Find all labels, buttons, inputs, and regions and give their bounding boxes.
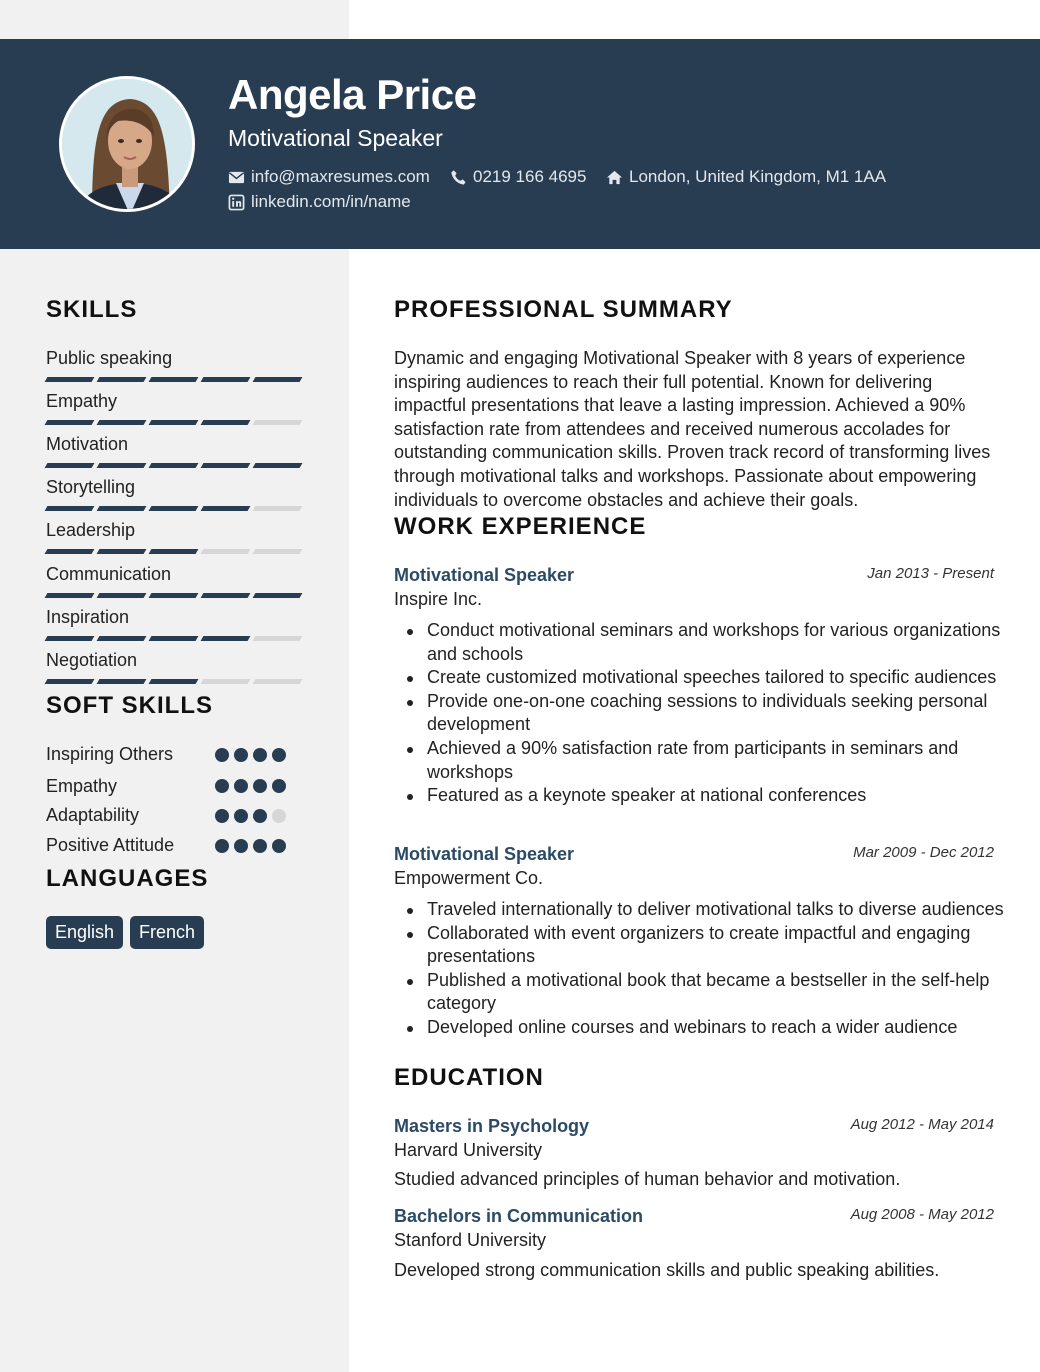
rating-dot <box>253 748 267 762</box>
rating-segment <box>97 549 147 554</box>
soft-skill-label: Inspiring Others <box>46 744 174 764</box>
list-item: Conduct motivational seminars and workshops for various organizations and schools <box>427 619 1007 666</box>
skill-label: Motivation <box>46 434 129 454</box>
soft-skill-rating <box>215 839 286 853</box>
skills-heading: SKILLS <box>46 296 138 323</box>
rating-dot <box>215 839 229 853</box>
rating-dot <box>215 809 229 823</box>
home-icon <box>606 169 623 186</box>
rating-segment <box>253 506 303 511</box>
skill-label: Communication <box>46 564 172 584</box>
rating-dot <box>234 779 248 793</box>
rating-segment <box>149 506 199 511</box>
rating-segment <box>149 679 199 684</box>
skill-label: Storytelling <box>46 477 136 497</box>
soft-skills-heading: SOFT SKILLS <box>46 692 213 719</box>
job-bullet-list <box>427 898 1007 1040</box>
rating-segment <box>97 679 147 684</box>
skill-rating <box>46 420 301 425</box>
soft-skill-label: Adaptability <box>46 805 140 825</box>
summary-text: Dynamic and engaging Motivational Speaker with 8 years of experience inspiring audiences to reach their full potential. Known for delivering impactful presentations that leave a lasting impression. Achieved a 90% satisfaction rate from attendees and received numerous accolades for outstanding communication skills. Proven track record of transforming lives through motivational talks and workshops. Passionate about empowering individuals to overcome obstacles and achieve their goals. <box>394 348 991 510</box>
language-list <box>46 916 204 949</box>
rating-segment <box>201 377 251 382</box>
envelope-icon <box>228 169 245 186</box>
email-contact[interactable] <box>228 167 430 187</box>
phone-icon <box>450 169 467 186</box>
rating-segment <box>253 593 303 598</box>
degree-title: Bachelors in Communication <box>394 1206 644 1226</box>
skill-rating <box>46 463 301 468</box>
rating-segment <box>253 636 303 641</box>
skill-label: Leadership <box>46 520 136 540</box>
rating-segment <box>201 549 251 554</box>
job-title: Motivational Speaker <box>394 565 575 585</box>
language-badge: English <box>46 916 123 949</box>
linkedin-contact[interactable] <box>228 192 411 212</box>
rating-segment <box>201 593 251 598</box>
rating-segment <box>97 636 147 641</box>
rating-segment <box>149 463 199 468</box>
rating-segment <box>149 549 199 554</box>
phone-contact[interactable] <box>450 167 586 187</box>
rating-segment <box>149 420 199 425</box>
rating-dot <box>253 779 267 793</box>
rating-segment <box>149 593 199 598</box>
rating-dot <box>215 779 229 793</box>
education-dates: Aug 2012 - May 2014 <box>850 1116 994 1133</box>
rating-segment <box>97 420 147 425</box>
rating-segment <box>201 679 251 684</box>
skill-label: Public speaking <box>46 348 173 368</box>
list-item: Create customized motivational speeches tailored to specific audiences <box>427 666 1007 690</box>
soft-skill-rating <box>215 779 286 793</box>
list-item: Developed online courses and webinars to reach a wider audience <box>427 1016 1007 1040</box>
linkedin-icon <box>228 194 245 211</box>
rating-segment <box>253 679 303 684</box>
address-text: London, United Kingdom, M1 1AA <box>629 167 887 186</box>
language-badge: French <box>130 916 204 949</box>
list-item: Traveled internationally to deliver motivational talks to diverse audiences <box>427 898 1007 922</box>
candidate-name: Angela Price <box>228 71 477 118</box>
skill-label: Inspiration <box>46 607 130 627</box>
education-description: Studied advanced principles of human behavior and motivation. <box>394 1169 901 1189</box>
job-company: Inspire Inc. <box>394 589 483 609</box>
job-bullet-list <box>427 619 1007 808</box>
school-name: Harvard University <box>394 1140 543 1160</box>
rating-segment <box>45 593 95 598</box>
rating-segment <box>45 420 95 425</box>
rating-dot <box>272 809 286 823</box>
rating-dot <box>253 839 267 853</box>
experience-heading: WORK EXPERIENCE <box>394 513 647 540</box>
skill-rating <box>46 593 301 598</box>
rating-dot <box>234 809 248 823</box>
rating-dot <box>272 748 286 762</box>
skill-label: Negotiation <box>46 650 138 670</box>
list-item: Achieved a 90% satisfaction rate from participants in seminars and workshops <box>427 737 1007 784</box>
rating-segment <box>201 420 251 425</box>
rating-dot <box>272 779 286 793</box>
avatar <box>59 76 195 212</box>
soft-skill-label: Positive Attitude <box>46 835 175 855</box>
soft-skill-rating <box>215 809 286 823</box>
rating-segment <box>45 377 95 382</box>
phone-text: 0219 166 4695 <box>473 167 587 186</box>
rating-dot <box>272 839 286 853</box>
resume-header <box>0 39 1040 249</box>
skill-label: Empathy <box>46 391 118 411</box>
rating-segment <box>45 679 95 684</box>
job-dates: Jan 2013 - Present <box>867 565 994 582</box>
list-item: Featured as a keynote speaker at national conferences <box>427 784 1007 808</box>
skill-rating <box>46 636 301 641</box>
skill-rating <box>46 506 301 511</box>
rating-segment <box>149 377 199 382</box>
rating-segment <box>253 420 303 425</box>
rating-segment <box>253 377 303 382</box>
list-item: Published a motivational book that became a bestseller in the self-help category <box>427 969 1007 1016</box>
degree-title: Masters in Psychology <box>394 1116 590 1136</box>
education-description: Developed strong communication skills and public speaking abilities. <box>394 1260 940 1280</box>
rating-segment <box>97 593 147 598</box>
linkedin-text: linkedin.com/in/name <box>251 192 411 211</box>
rating-dot <box>253 809 267 823</box>
education-dates: Aug 2008 - May 2012 <box>850 1206 994 1223</box>
rating-segment <box>201 506 251 511</box>
list-item: Provide one-on-one coaching sessions to individuals seeking personal development <box>427 690 1007 737</box>
soft-skill-label: Empathy <box>46 776 118 796</box>
skill-rating <box>46 377 301 382</box>
job-dates: Mar 2009 - Dec 2012 <box>853 844 994 861</box>
rating-segment <box>201 463 251 468</box>
skill-rating <box>46 679 301 684</box>
rating-segment <box>45 636 95 641</box>
job-title: Motivational Speaker <box>394 844 575 864</box>
rating-segment <box>45 506 95 511</box>
rating-segment <box>97 463 147 468</box>
skill-rating <box>46 549 301 554</box>
rating-dot <box>234 748 248 762</box>
rating-segment <box>97 377 147 382</box>
job-company: Empowerment Co. <box>394 868 544 888</box>
languages-heading: LANGUAGES <box>46 865 209 892</box>
email-text: info@maxresumes.com <box>251 167 430 186</box>
rating-dot <box>215 748 229 762</box>
rating-segment <box>253 549 303 554</box>
list-item: Collaborated with event organizers to create impactful and engaging presentations <box>427 922 1007 969</box>
candidate-job-title: Motivational Speaker <box>228 125 443 151</box>
rating-segment <box>253 463 303 468</box>
education-heading: EDUCATION <box>394 1064 544 1091</box>
rating-dot <box>234 839 248 853</box>
rating-segment <box>45 463 95 468</box>
summary-heading: PROFESSIONAL SUMMARY <box>394 296 733 323</box>
soft-skill-rating <box>215 748 286 762</box>
school-name: Stanford University <box>394 1230 547 1250</box>
rating-segment <box>149 636 199 641</box>
rating-segment <box>45 549 95 554</box>
rating-segment <box>97 506 147 511</box>
address-contact <box>606 167 886 187</box>
rating-segment <box>201 636 251 641</box>
